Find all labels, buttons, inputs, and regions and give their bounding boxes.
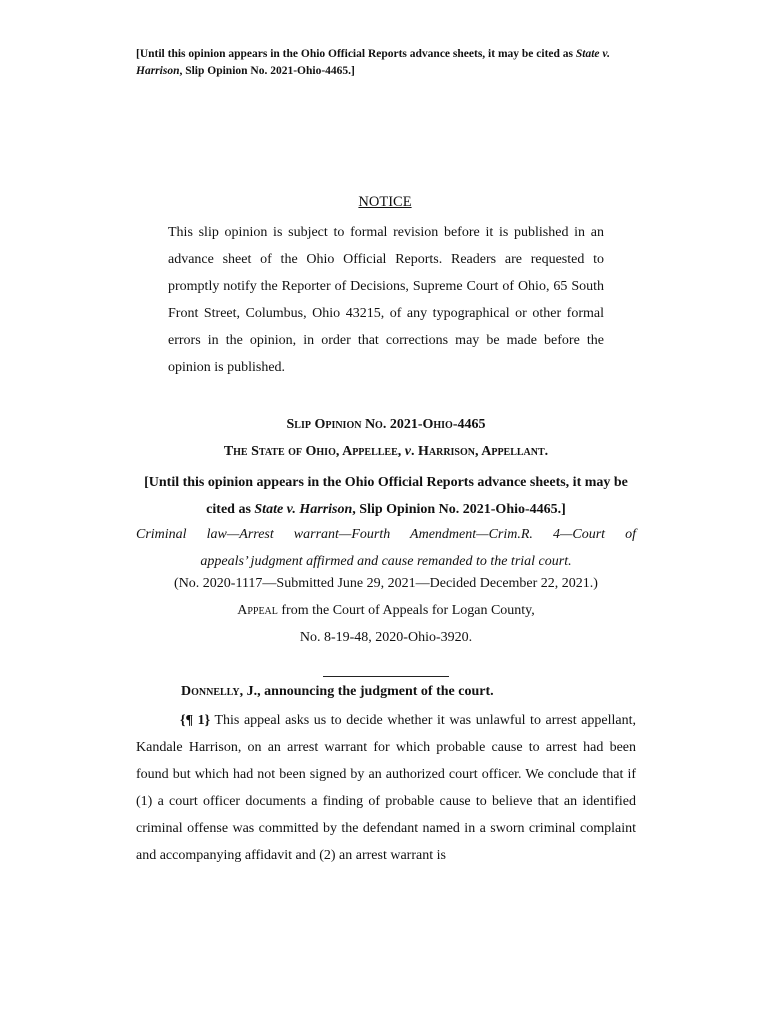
separator-rule	[323, 676, 449, 677]
appeal-word: Appeal	[237, 603, 278, 618]
notice-title: NOTICE	[358, 194, 412, 210]
citation-note-case: State v. Harrison	[254, 502, 353, 517]
citation-note-a: [Until this opinion appears in the Ohio Official Reports advance sheets, it may be cited as	[144, 475, 628, 517]
parties-appellant: . Harrison, Appellant.	[410, 444, 549, 459]
syllabus-line-2: appeals’ judgment affirmed and cause remanded to the trial court.	[200, 554, 572, 569]
appeal-court: from the Court of Appeals for Logan County,	[277, 603, 535, 618]
appeal-line	[136, 603, 636, 619]
header-text-b: , Slip Opinion No. 2021-Ohio-4465.]	[179, 65, 355, 77]
header-case-name: State v. Harrison	[136, 48, 610, 77]
notice-body: This slip opinion is subject to formal revision before it is published in an advance sheet of the Ohio Official Reports. Readers are requested to promptly notify the Reporter of Decisions, Supreme Court of Ohio, 65 South Front Street, Columbus, Ohio 43215, of any typographical or other formal errors in the opinion, in order that corrections may be made before the opinion is published.	[168, 225, 604, 375]
parties-appellee: The State of Ohio, Appellee,	[223, 444, 405, 459]
header-text-a: [Until this opinion appears in the Ohio Official Reports advance sheets, it may be cited as	[136, 48, 576, 60]
author-name: Donnelly	[181, 684, 240, 699]
syllabus-line-1: Criminal law—Arrest warrant—Fourth Amendment—Crim.R. 4—Court of	[136, 527, 636, 542]
paragraph-text: This appeal asks us to decide whether it was unlawful to arrest appellant, Kandale Harrison, on an arrest warrant for which probable cause to arrest had been found but which had not been signed by an authorized court officer. We conclude that if (1) a court officer documents a finding of probable cause to believe that an identified criminal offense was committed by the defendant named in a sworn criminal complaint and accompanying affidavit and (2) an arrest warrant is	[136, 713, 636, 863]
case-citation-note	[136, 469, 636, 523]
citation-header	[136, 46, 636, 80]
slip-opinion-number: Slip Opinion No. 2021-Ohio-4465	[286, 417, 486, 432]
parties-versus: v	[404, 444, 411, 459]
opinion-paragraph-1	[136, 707, 636, 869]
opinion-author-line	[181, 684, 494, 700]
case-parties	[136, 444, 636, 460]
author-announcement: , J., announcing the judgment of the court.	[239, 684, 494, 699]
paragraph-mark: {¶ 1}	[180, 713, 211, 728]
docket-dates: (No. 2020-1117—Submitted June 29, 2021—Decided December 22, 2021.)	[174, 576, 598, 591]
syllabus	[136, 521, 636, 575]
citation-note-b: , Slip Opinion No. 2021-Ohio-4465.]	[352, 502, 566, 517]
lower-court-number: No. 8-19-48, 2020-Ohio-3920.	[299, 630, 473, 645]
